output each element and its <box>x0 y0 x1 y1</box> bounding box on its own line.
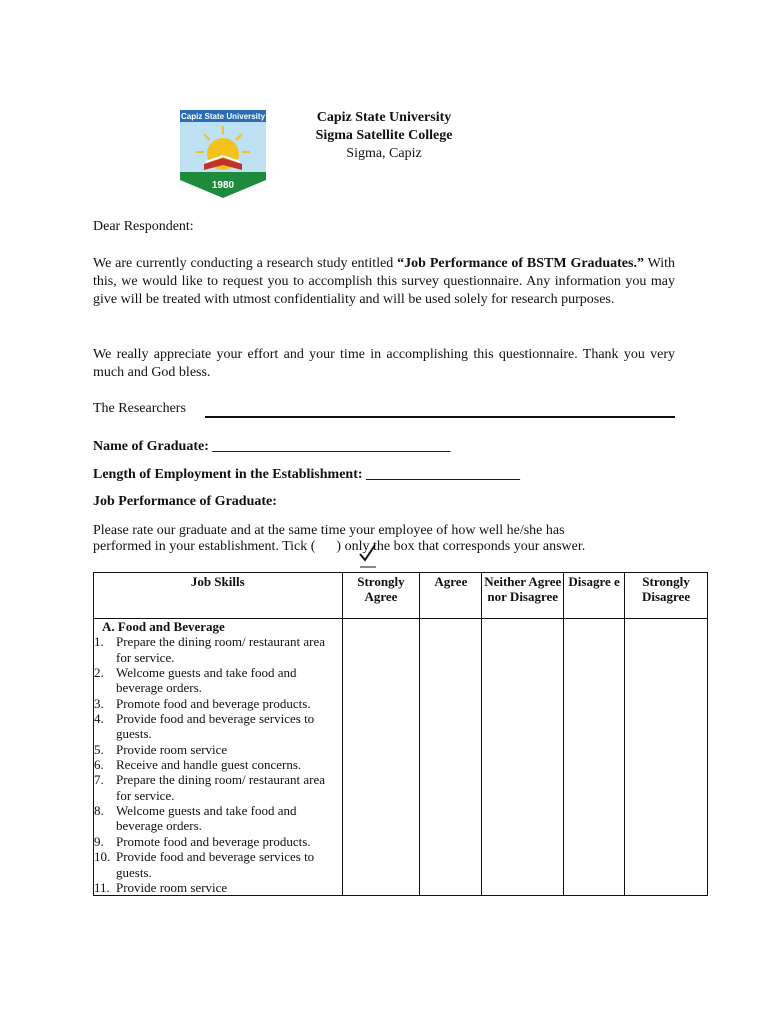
item-text: Welcome guests and take food and beverage orders. <box>116 803 297 834</box>
item-number: 8. <box>94 803 104 819</box>
logo-top-text: Capiz State University <box>180 112 266 121</box>
list-item <box>94 634 342 665</box>
logo-year: 1980 <box>211 180 235 191</box>
item-number: 4. <box>94 711 104 727</box>
salutation: Dear Respondent: <box>93 219 194 234</box>
intro-text-start: We are currently conducting a research study entitled <box>93 256 398 271</box>
item-number: 10. <box>94 849 111 865</box>
item-number: 11. <box>94 879 110 895</box>
university-seal-logo <box>176 108 270 200</box>
header-agree: Agree <box>420 573 482 619</box>
strongly-agree-column-cell[interactable] <box>342 619 420 896</box>
item-text: Provide room service <box>116 879 228 895</box>
job-skills-cell <box>94 619 343 896</box>
section-heading: A. Food and Beverage <box>102 619 225 634</box>
list-item <box>94 803 342 834</box>
item-number: 3. <box>94 695 104 711</box>
signature-researchers: The Researchers <box>93 401 186 416</box>
strongly-disagree-column-cell[interactable] <box>625 619 708 896</box>
item-number: 6. <box>94 757 104 773</box>
graduate-name-field[interactable]: Name of Graduate: __________________________________ <box>93 439 451 454</box>
header-job-skills: Job Skills <box>94 573 343 619</box>
job-performance-heading: Job Performance of Graduate: <box>93 494 277 509</box>
appreciation-paragraph: We really appreciate your effort and your time in accomplishing this questionnaire. Thank you very much and God bless. <box>93 347 675 380</box>
list-item <box>94 834 342 849</box>
item-text: Provide room service <box>116 741 228 757</box>
header-strongly-agree: Strongly Agree <box>342 573 420 619</box>
list-item <box>94 696 342 711</box>
item-text: Prepare the dining room/ restaurant area for service. <box>116 772 325 803</box>
university-name: Capiz State University <box>316 110 452 125</box>
list-item <box>94 849 342 880</box>
header-disagree: Disagre e <box>564 573 625 619</box>
item-number: 5. <box>94 741 104 757</box>
item-number: 9. <box>94 833 104 849</box>
college-name: Sigma Satellite College <box>315 128 453 143</box>
item-text: Receive and handle guest concerns. <box>116 757 302 773</box>
rating-instructions-line2: performed in your establishment. Tick ( ) only the box that corresponds your answer. <box>93 539 586 554</box>
intro-text-end: With this, we would like to request you to accomplish this survey questionnaire. Any information you may give will be treated with utmost confidentiality and will be used solely for research purposes. <box>93 256 676 307</box>
study-title: “Job Performance of BSTM Graduates.” <box>397 256 644 271</box>
list-item <box>94 742 342 757</box>
header-neither: Neither Agree nor Disagree <box>482 573 564 619</box>
neither-column-cell[interactable] <box>482 619 564 896</box>
header-strongly-disagree: Strongly Disagree <box>625 573 708 619</box>
item-text: Prepare the dining room/ restaurant area for service. <box>116 634 325 665</box>
item-text: Provide food and beverage services to guests. <box>116 849 315 880</box>
list-item <box>94 880 342 895</box>
disagree-column-cell[interactable] <box>564 619 625 896</box>
college-location: Sigma, Capiz <box>346 146 422 161</box>
intro-paragraph <box>93 255 675 309</box>
agree-column-cell[interactable] <box>420 619 482 896</box>
list-item <box>94 772 342 803</box>
item-text: Promote food and beverage products. <box>116 833 311 849</box>
list-item <box>94 665 342 696</box>
item-text: Welcome guests and take food and beverage orders. <box>116 665 297 696</box>
item-number: 1. <box>94 634 104 650</box>
rating-instructions-line1: Please rate our graduate and at the same time your employee of how well he/she has <box>93 523 565 538</box>
job-skills-rating-table <box>93 572 708 896</box>
item-text: Promote food and beverage products. <box>116 695 311 711</box>
list-item <box>94 757 342 772</box>
item-number: 7. <box>94 772 104 788</box>
item-number: 2. <box>94 665 104 681</box>
item-text: Provide food and beverage services to guests. <box>116 711 315 742</box>
skill-list <box>94 634 342 895</box>
checkmark-icon <box>358 542 378 568</box>
employment-length-field[interactable]: Length of Employment in the Establishment: ______________________ <box>93 467 521 482</box>
list-item <box>94 711 342 742</box>
table-header-row <box>94 573 708 619</box>
table-row <box>94 619 708 896</box>
signature-line <box>205 416 675 418</box>
